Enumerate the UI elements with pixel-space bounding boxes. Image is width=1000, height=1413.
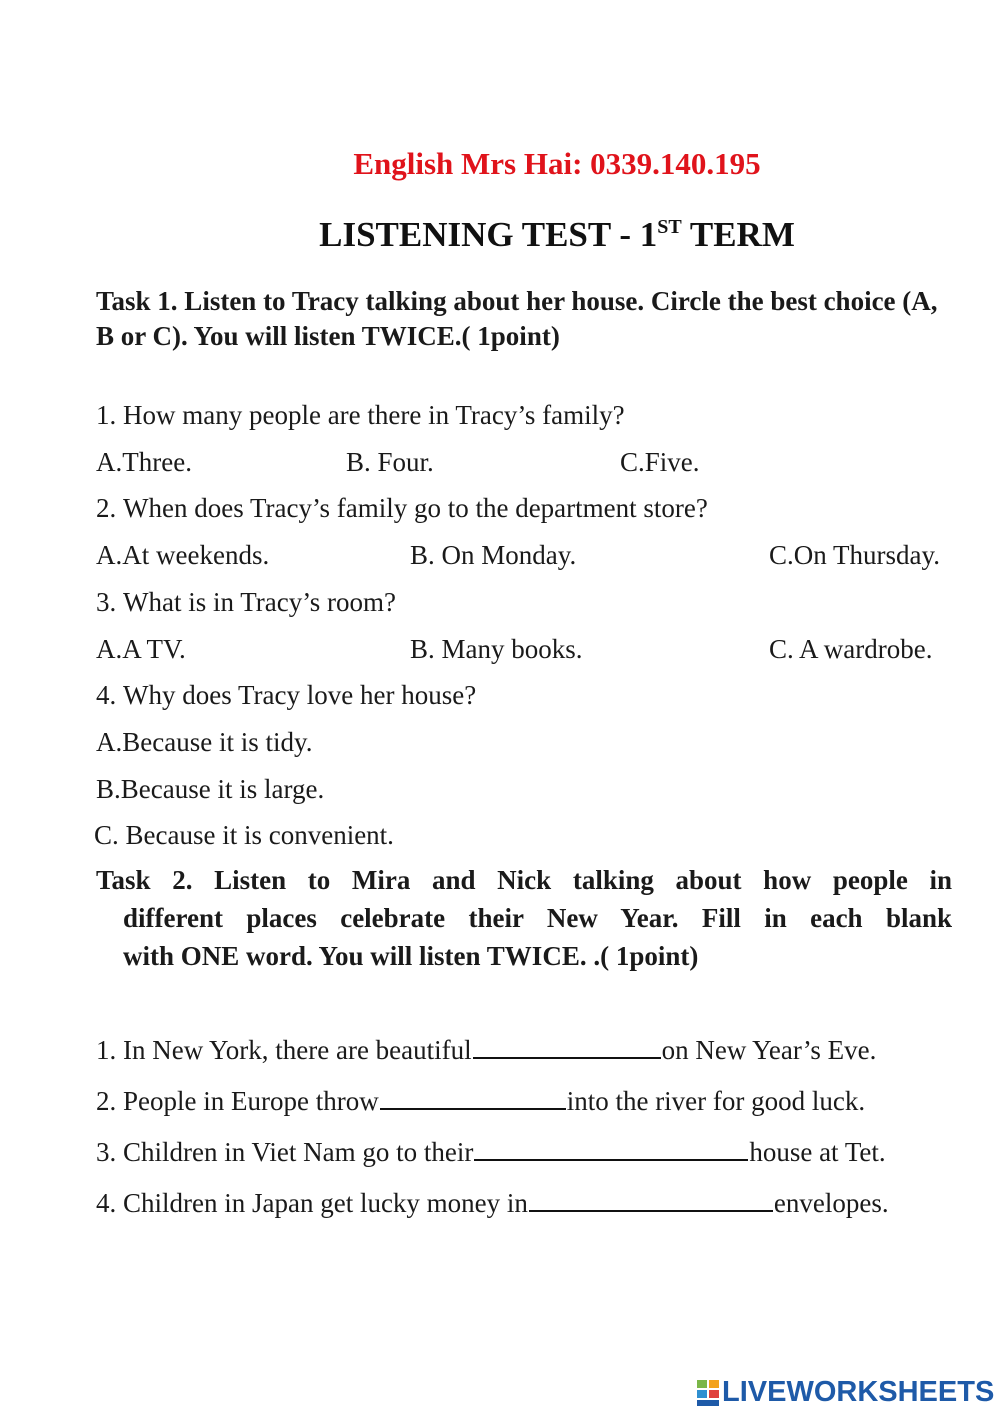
task1-question-1 [96,400,625,431]
liveworksheets-logo [696,1376,994,1409]
task1-heading: Task 1. Listen to Tracy talking about her house. Circle the best choice (A, B or C). You will listen TWICE.( 1point) [96,286,938,351]
item-text-after: on New Year’s Eve. [661,1035,877,1065]
task1-question-4 [96,680,476,711]
fill-blank-1[interactable] [473,1035,661,1059]
item-number: 1. [96,1035,117,1065]
page-title [0,215,1000,255]
q3-option-b[interactable]: B. Many books. [410,634,583,664]
item-text-before: Children in Viet Nam go to their [123,1137,474,1167]
task2-item-4 [96,1188,889,1219]
task2-heading-line-1: Task 2. Listen to Mira and Nick talking about how people in [96,865,952,895]
title-suffix: TERM [681,215,795,254]
title-main: LISTENING TEST - 1 [319,215,658,254]
question-text: How many people are there in Tracy’s family? [123,400,625,430]
title-superscript: ST [657,216,682,238]
q4-option-a[interactable]: A.Because it is tidy. [96,727,313,757]
fill-blank-2[interactable] [380,1086,566,1110]
header-contact: English Mrs Hai: 0339.140.195 [353,146,761,181]
q2-option-c[interactable]: C.On Thursday. [769,540,940,570]
item-text-after: envelopes. [773,1188,889,1218]
question-text: Why does Tracy love her house? [123,680,477,710]
item-text-before: In New York, there are beautiful [123,1035,472,1065]
item-text-before: People in Europe throw [123,1086,379,1116]
fill-blank-3[interactable] [474,1137,748,1161]
item-text-before: Children in Japan get lucky money in [123,1188,528,1218]
liveworksheets-mark-icon [696,1378,722,1408]
q4-option-c[interactable]: C. Because it is convenient. [94,820,394,850]
q4-option-b[interactable]: B.Because it is large. [96,774,325,804]
fill-blank-4[interactable] [529,1188,773,1212]
q1-option-a[interactable]: A.Three. [96,447,192,477]
item-number: 3. [96,1137,117,1167]
q2-option-a[interactable]: A.At weekends. [96,540,270,570]
task2-heading-line-2: different places celebrate their New Year. Fill in each blank [123,903,952,933]
q3-option-a[interactable]: A.A TV. [96,634,186,664]
task2-heading [96,861,952,975]
question-number: 2. [96,493,117,523]
item-text-after: house at Tet. [749,1137,886,1167]
question-text: What is in Tracy’s room? [123,587,396,617]
q1-option-b[interactable]: B. Four. [346,447,434,477]
task2-item-1 [96,1035,876,1066]
q3-option-c[interactable]: C. A wardrobe. [769,634,933,664]
question-text: When does Tracy’s family go to the department store? [123,493,708,523]
q1-option-c[interactable]: C.Five. [620,447,700,477]
question-number: 4. [96,680,117,710]
task2-item-3 [96,1137,886,1168]
task2-item-2 [96,1086,865,1117]
item-number: 2. [96,1086,117,1116]
q2-option-b[interactable]: B. On Monday. [410,540,577,570]
task1-question-3 [96,587,396,618]
question-number: 1. [96,400,117,430]
item-number: 4. [96,1188,117,1218]
question-number: 3. [96,587,117,617]
liveworksheets-wordmark: LIVEWORKSHEETS [722,1376,995,1408]
task1-question-2 [96,493,708,524]
task2-heading-line-3: with ONE word. You will listen TWICE. .( 1point) [123,941,699,971]
item-text-after: into the river for good luck. [566,1086,866,1116]
